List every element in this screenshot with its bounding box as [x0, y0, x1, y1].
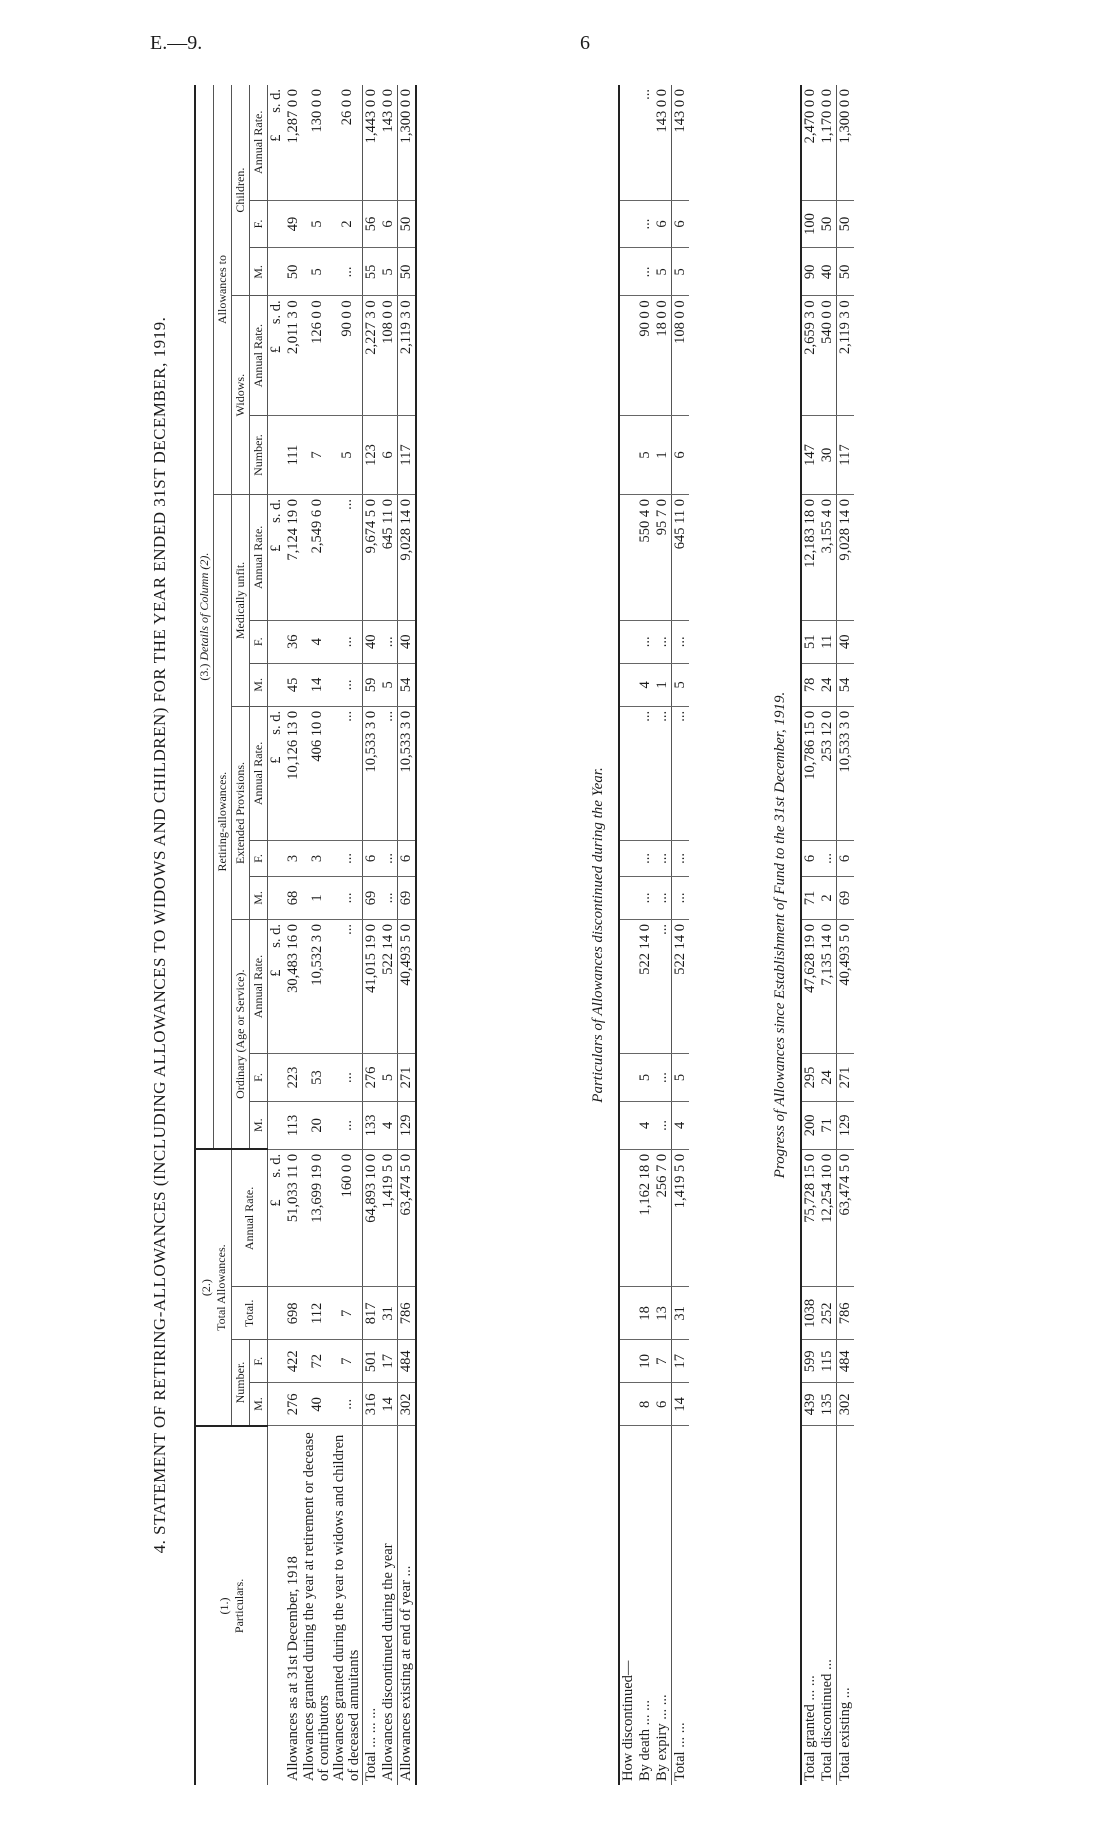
number-cell: 2: [819, 876, 837, 919]
rate-cell: 143 0 0: [380, 89, 396, 133]
number-cell: 223: [285, 1054, 302, 1102]
header-annual-rate: Annual Rate.: [250, 706, 268, 840]
number-cell: 7: [654, 1340, 672, 1383]
header-particulars: (1.) Particulars.: [195, 1426, 268, 1785]
number-cell: ...: [380, 841, 398, 877]
table-row: [302, 85, 332, 1785]
number-cell: 129: [837, 1101, 855, 1149]
row-label: Allowances discontinued during the year: [380, 1426, 398, 1785]
rate-cell: 1,419 5 0: [672, 1149, 690, 1287]
row-label: By death ... ...: [637, 1426, 654, 1785]
number-cell: 53: [302, 1054, 332, 1102]
number-cell: 6: [398, 841, 417, 877]
number-cell: 295: [801, 1054, 819, 1102]
number-cell: 40: [398, 620, 417, 663]
number-cell: ...: [654, 876, 672, 919]
number-cell: ...: [672, 620, 690, 663]
rate-cell: 10,533 3 0: [398, 706, 417, 840]
number-cell: 13: [654, 1287, 672, 1340]
number-cell: 8: [637, 1383, 654, 1426]
header-f: F.: [250, 200, 268, 248]
page-number: 6: [580, 32, 590, 54]
number-cell: 698: [285, 1287, 302, 1340]
rate-cell: 253 12 0: [819, 706, 837, 840]
rate-cell: 64,893 10 0: [363, 1149, 381, 1287]
number-cell: 24: [819, 663, 837, 706]
currency-units: £ s. d.: [268, 706, 286, 840]
row-label: By expiry ... ...: [654, 1426, 672, 1785]
rate-cell: 2,227 3 0: [363, 296, 381, 416]
header-annual-rate: Annual Rate.: [232, 1149, 268, 1287]
header-m: M.: [250, 876, 268, 919]
rate-cell: 522 14 0: [637, 920, 654, 1054]
number-cell: 50: [285, 248, 302, 296]
number-cell: 4: [637, 663, 654, 706]
rate-cell: 130 0 0: [308, 89, 325, 133]
rate-cell: 2,549 6 0: [302, 495, 332, 621]
header-m: M.: [250, 248, 268, 296]
rate-cell: 30,483 16 0: [285, 920, 302, 1054]
number-cell: 6: [380, 416, 398, 495]
table-row: [637, 85, 654, 1785]
rate-cell: ...: [637, 89, 653, 100]
number-cell: 302: [398, 1383, 417, 1426]
number-cell: 501: [363, 1340, 381, 1383]
number-cell: ...: [332, 1054, 363, 1102]
rate-cell: 47,628 19 0: [801, 920, 819, 1054]
number-cell: 422: [285, 1340, 302, 1383]
table-row: [819, 85, 837, 1785]
number-cell: 4: [637, 1101, 654, 1149]
number-cell: ...: [654, 1101, 672, 1149]
number-cell: 51: [801, 620, 819, 663]
header-m: M.: [250, 1101, 268, 1149]
rate-cell: 160 0 0: [332, 1149, 363, 1287]
rate-cell: 51,033 11 0: [285, 1149, 302, 1287]
rate-cell: 2,470 0 0: [802, 89, 818, 144]
rate-cell: 13,699 19 0: [302, 1149, 332, 1287]
rate-cell: 26 0 0: [338, 89, 355, 126]
currency-units: £ s. d.: [268, 89, 284, 142]
number-cell: 90: [801, 248, 819, 296]
number-cell: ...: [654, 1054, 672, 1102]
rate-cell: 2,659 3 0: [801, 296, 819, 416]
rate-cell: 522 14 0: [380, 920, 398, 1054]
number-cell: 6: [672, 200, 690, 248]
number-cell: 24: [819, 1054, 837, 1102]
header-medically-unfit: Medically unfit.: [232, 495, 250, 707]
number-cell: 2: [332, 200, 363, 248]
number-cell: ...: [654, 620, 672, 663]
number-cell: ...: [819, 841, 837, 877]
number-cell: 5: [302, 200, 332, 248]
number-cell: 59: [363, 663, 381, 706]
table-row: [654, 85, 672, 1785]
number-cell: 6: [654, 200, 672, 248]
rate-cell: 143 0 0: [654, 89, 670, 133]
number-cell: 484: [398, 1340, 417, 1383]
header-f: F.: [250, 1340, 268, 1383]
number-cell: 129: [398, 1101, 417, 1149]
rate-cell: 18 0 0: [654, 296, 672, 416]
rate-cell: 40,493 5 0: [837, 920, 855, 1054]
number-cell: 71: [801, 876, 819, 919]
rate-cell: 90 0 0: [637, 296, 654, 416]
number-cell: 31: [380, 1287, 398, 1340]
number-cell: 50: [398, 200, 417, 248]
header-total: Total.: [232, 1287, 268, 1340]
number-cell: 115: [819, 1340, 837, 1383]
number-cell: 40: [837, 620, 855, 663]
number-cell: ...: [380, 876, 398, 919]
rate-cell: ...: [637, 706, 654, 840]
number-cell: 4: [302, 620, 332, 663]
rate-cell: 7,135 14 0: [819, 920, 837, 1054]
rate-cell: ...: [672, 706, 690, 840]
number-cell: ...: [637, 620, 654, 663]
header-ordinary: Ordinary (Age or Service).: [232, 920, 250, 1150]
number-cell: ...: [637, 876, 654, 919]
header-widows: Widows.: [232, 296, 250, 495]
number-cell: 5: [380, 1054, 398, 1102]
number-cell: 123: [363, 416, 381, 495]
number-cell: ...: [332, 841, 363, 877]
number-cell: 133: [363, 1101, 381, 1149]
discontinued-caption: Particulars of Allowances discontinued during the Year.: [590, 767, 606, 1103]
rate-cell: ...: [332, 495, 363, 621]
rate-cell: 90 0 0: [332, 296, 363, 416]
number-cell: 36: [285, 620, 302, 663]
table-row: [398, 85, 417, 1785]
rate-cell: 1,170 0 0: [819, 89, 835, 144]
number-cell: 6: [837, 841, 855, 877]
number-cell: 5: [672, 663, 690, 706]
number-cell: 5: [380, 663, 398, 706]
row-label: Allowances granted during the year at retirement or decease of contributors: [302, 1426, 332, 1785]
header-total-allowances: (2.) Total Allowances.: [195, 1149, 232, 1426]
currency-units: £ s. d.: [268, 1149, 286, 1287]
rate-cell: 645 11 0: [380, 495, 398, 621]
number-cell: 6: [363, 841, 381, 877]
rate-cell: 10,533 3 0: [363, 706, 381, 840]
rate-cell: 75,728 15 0: [801, 1149, 819, 1287]
table-row: [801, 85, 819, 1785]
number-cell: 100: [801, 200, 819, 248]
table-row: [672, 85, 690, 1785]
row-label: Total granted ... ...: [801, 1426, 819, 1785]
number-cell: ...: [332, 620, 363, 663]
rate-cell: 550 4 0: [637, 495, 654, 621]
number-cell: 111: [285, 416, 302, 495]
number-cell: 252: [819, 1287, 837, 1340]
rate-cell: 2,119 3 0: [837, 296, 855, 416]
rate-cell: 1,287 0 0: [285, 89, 301, 144]
main-table: [194, 85, 417, 1785]
header-f: F.: [250, 841, 268, 877]
number-cell: 78: [801, 663, 819, 706]
rate-cell: 645 11 0: [672, 495, 690, 621]
number-cell: ...: [332, 1383, 363, 1426]
number-cell: 147: [801, 416, 819, 495]
number-cell: 17: [380, 1340, 398, 1383]
number-cell: ...: [332, 248, 363, 296]
rate-cell: 3,155 4 0: [819, 495, 837, 621]
rate-cell: 108 0 0: [672, 296, 690, 416]
number-cell: 3: [302, 841, 332, 877]
rate-cell: 1,419 5 0: [380, 1149, 398, 1287]
rate-cell: ...: [380, 706, 398, 840]
number-cell: 5: [637, 416, 654, 495]
rate-cell: 143 0 0: [672, 85, 690, 200]
rate-cell: 2,119 3 0: [398, 296, 417, 416]
header-number: Number.: [250, 416, 268, 495]
discontinued-table: [618, 85, 689, 1785]
header-annual-rate: Annual Rate.: [250, 296, 268, 416]
number-cell: 5: [672, 1054, 690, 1102]
number-cell: ...: [380, 620, 398, 663]
number-cell: ...: [637, 248, 654, 296]
rate-cell: 41,015 19 0: [363, 920, 381, 1054]
row-label: Total discontinued ...: [819, 1426, 837, 1785]
number-cell: 1: [654, 416, 672, 495]
table-row: [285, 85, 302, 1785]
progress-caption: Progress of Allowances since Establishment of Fund to the 31st December, 1919.: [772, 691, 788, 1179]
number-cell: 1038: [801, 1287, 819, 1340]
header-f: F.: [250, 1054, 268, 1102]
number-cell: 10: [637, 1340, 654, 1383]
rate-cell: 540 0 0: [819, 296, 837, 416]
number-cell: 6: [654, 1383, 672, 1426]
number-cell: 69: [837, 876, 855, 919]
number-cell: 40: [302, 1383, 332, 1426]
currency-units: £ s. d.: [268, 920, 286, 1054]
header-annual-rate: Annual Rate.: [250, 85, 268, 200]
rate-cell: 10,786 15 0: [801, 706, 819, 840]
rate-cell: 12,183 18 0: [801, 495, 819, 621]
number-cell: 3: [285, 841, 302, 877]
rate-cell: 40,493 5 0: [398, 920, 417, 1054]
header-f: F.: [250, 620, 268, 663]
header-retiring-allowances: Retiring-allowances.: [214, 495, 232, 1150]
number-cell: 7: [302, 416, 332, 495]
number-cell: 40: [363, 620, 381, 663]
number-cell: 50: [819, 200, 837, 248]
number-cell: ...: [637, 841, 654, 877]
rate-cell: 2,011 3 0: [285, 296, 302, 416]
rate-cell: 10,532 3 0: [302, 920, 332, 1054]
number-cell: 71: [819, 1101, 837, 1149]
rate-cell: 1,300 0 0: [837, 85, 855, 200]
header-details: (3.) Details of Column (2).: [195, 85, 214, 1149]
rate-cell: 1,162 18 0: [637, 1149, 654, 1287]
number-cell: 54: [837, 663, 855, 706]
rate-cell: 63,474 5 0: [398, 1149, 417, 1287]
table-row: [332, 85, 363, 1785]
rotated-statement: [150, 85, 1030, 1785]
row-label: Allowances granted during the year to widows and children of deceased annuitants: [332, 1426, 363, 1785]
number-cell: 7: [332, 1287, 363, 1340]
row-label: Total ... ... ...: [363, 1426, 381, 1785]
rate-cell: 9,674 5 0: [363, 495, 381, 621]
header-annual-rate: Annual Rate.: [250, 920, 268, 1054]
main-table-body: [268, 85, 417, 1785]
number-cell: 56: [363, 200, 381, 248]
number-cell: 5: [332, 416, 363, 495]
number-cell: 117: [398, 416, 417, 495]
row-label: Allowances existing at end of year ...: [398, 1426, 417, 1785]
number-cell: 5: [637, 1054, 654, 1102]
discontinued-heading: How discontinued—: [619, 1426, 637, 1785]
number-cell: 271: [398, 1054, 417, 1102]
rate-cell: 108 0 0: [380, 296, 398, 416]
number-cell: 4: [672, 1101, 690, 1149]
number-cell: 69: [363, 876, 381, 919]
number-cell: 30: [819, 416, 837, 495]
rate-cell: 95 7 0: [654, 495, 672, 621]
row-label: Total existing ...: [837, 1426, 855, 1785]
rate-cell: 522 14 0: [672, 920, 690, 1054]
rate-cell: 9,028 14 0: [398, 495, 417, 621]
number-cell: 50: [398, 248, 417, 296]
row-label: Allowances as at 31st December, 1918: [285, 1426, 302, 1785]
number-cell: 484: [837, 1340, 855, 1383]
rate-cell: 10,533 3 0: [837, 706, 855, 840]
progress-table: [800, 85, 854, 1785]
table-row: [837, 85, 855, 1785]
header-number: Number.: [232, 1340, 250, 1426]
currency-units: £ s. d.: [268, 296, 286, 416]
rate-cell: 63,474 5 0: [837, 1149, 855, 1287]
rate-cell: 126 0 0: [302, 296, 332, 416]
number-cell: ...: [672, 876, 690, 919]
number-cell: 439: [801, 1383, 819, 1426]
number-cell: 271: [837, 1054, 855, 1102]
number-cell: 55: [363, 248, 381, 296]
number-cell: 302: [837, 1383, 855, 1426]
number-cell: ...: [672, 841, 690, 877]
number-cell: ...: [332, 876, 363, 919]
number-cell: 786: [398, 1287, 417, 1340]
number-cell: 117: [837, 416, 855, 495]
rate-cell: ...: [332, 920, 363, 1054]
number-cell: 1: [302, 876, 332, 919]
number-cell: 6: [380, 200, 398, 248]
number-cell: 14: [380, 1383, 398, 1426]
rate-cell: 9,028 14 0: [837, 495, 855, 621]
number-cell: 50: [837, 200, 855, 248]
number-cell: 5: [672, 248, 690, 296]
number-cell: 786: [837, 1287, 855, 1340]
number-cell: 17: [672, 1340, 690, 1383]
rate-cell: 1,443 0 0: [363, 85, 381, 200]
rate-cell: ...: [654, 920, 672, 1054]
statement-title: 4. STATEMENT OF RETIRING-ALLOWANCES (INCLUDING ALLOWANCES TO WIDOWS AND CHILDREN) FOR THE YEAR ENDED 31ST DECEMBER, 1919.: [150, 316, 169, 1554]
table-row: [380, 85, 398, 1785]
number-cell: 316: [363, 1383, 381, 1426]
header-allowances-to: Allowances to: [214, 85, 232, 495]
number-cell: 54: [398, 663, 417, 706]
number-cell: ...: [332, 1101, 363, 1149]
number-cell: ...: [654, 841, 672, 877]
row-label: Total ... ...: [672, 1426, 690, 1785]
number-cell: ...: [637, 200, 654, 248]
number-cell: 276: [363, 1054, 381, 1102]
number-cell: 11: [819, 620, 837, 663]
rate-cell: 12,254 10 0: [819, 1149, 837, 1287]
number-cell: 68: [285, 876, 302, 919]
number-cell: 1: [654, 663, 672, 706]
number-cell: 40: [819, 248, 837, 296]
number-cell: 5: [654, 248, 672, 296]
number-cell: 14: [672, 1383, 690, 1426]
number-cell: 72: [302, 1340, 332, 1383]
rate-cell: 406 10 0: [302, 706, 332, 840]
number-cell: 276: [285, 1383, 302, 1426]
number-cell: 50: [837, 248, 855, 296]
number-cell: 49: [285, 200, 302, 248]
number-cell: 14: [302, 663, 332, 706]
rate-cell: ...: [332, 706, 363, 840]
rate-cell: 10,126 13 0: [285, 706, 302, 840]
header-m: M.: [250, 1383, 268, 1426]
header-m: M.: [250, 663, 268, 706]
number-cell: 20: [302, 1101, 332, 1149]
rate-cell: 1,300 0 0: [398, 85, 417, 200]
header-children: Children.: [232, 85, 250, 296]
rate-cell: ...: [654, 706, 672, 840]
header-extended: Extended Provisions.: [232, 706, 250, 919]
number-cell: 817: [363, 1287, 381, 1340]
number-cell: 4: [380, 1101, 398, 1149]
number-cell: 6: [672, 416, 690, 495]
currency-units: £ s. d.: [268, 495, 286, 621]
rate-cell: 256 7 0: [654, 1149, 672, 1287]
number-cell: 113: [285, 1101, 302, 1149]
number-cell: 5: [302, 248, 332, 296]
number-cell: ...: [332, 663, 363, 706]
number-cell: 45: [285, 663, 302, 706]
number-cell: 31: [672, 1287, 690, 1340]
number-cell: 5: [380, 248, 398, 296]
number-cell: 599: [801, 1340, 819, 1383]
number-cell: 135: [819, 1383, 837, 1426]
number-cell: 69: [398, 876, 417, 919]
number-cell: 18: [637, 1287, 654, 1340]
number-cell: 112: [302, 1287, 332, 1340]
number-cell: 200: [801, 1101, 819, 1149]
table-row: [363, 85, 381, 1785]
header-annual-rate: Annual Rate.: [250, 495, 268, 621]
rate-cell: 7,124 19 0: [285, 495, 302, 621]
report-code: E.—9.: [150, 32, 203, 54]
number-cell: 6: [801, 841, 819, 877]
number-cell: 7: [332, 1340, 363, 1383]
